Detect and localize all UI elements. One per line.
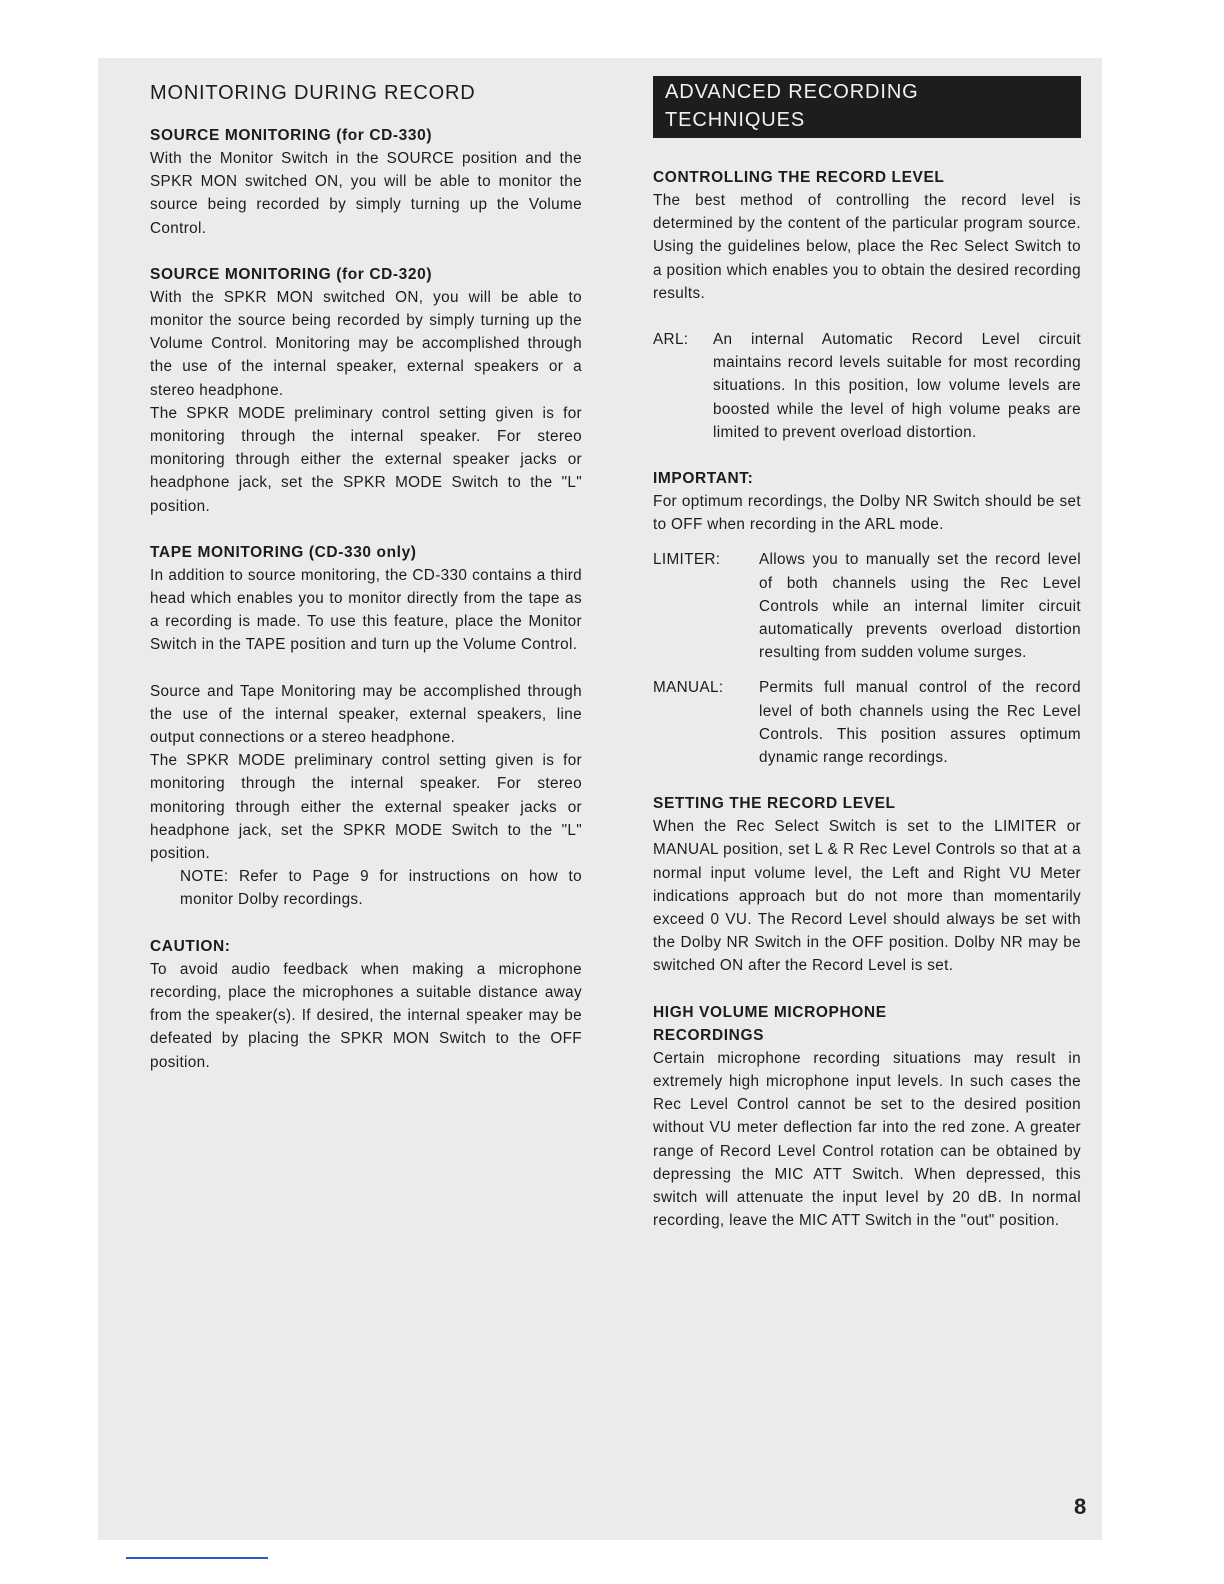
paragraph: The best method of controlling the record level is determined by the content of the particular program source. Using the guidelines below, place the Rec Select Switch to a position which enables you to obtain the desired recording results.: [653, 192, 1081, 302]
heading-caution: CAUTION:: [150, 937, 231, 955]
paragraph: The SPKR MODE preliminary control setting given is for monitoring through the internal speaker. For stereo monitoring through either the external speaker jacks or headphone jack, set the SPKR MODE Switch to the "L" position.: [150, 752, 582, 863]
paragraph: With the Monitor Switch in the SOURCE position and the SPKR MON switched ON, you will be able to monitor the source being recorded by simply turning up the Volume Control.: [150, 150, 582, 237]
heading-controlling-record-level: CONTROLLING THE RECORD LEVEL: [653, 169, 945, 186]
manual-page: [98, 58, 1102, 1540]
heading-source-monitoring-cd320: SOURCE MONITORING (for CD-320): [150, 265, 433, 283]
paragraph: When the Rec Select Switch is set to the LIMITER or MANUAL position, set L & R Rec Level Controls so that at a normal input volume level, the Left and Right VU Meter indications approach but do not more than momentarily exceed 0 VU. The Record Level should always be set with the Dolby NR Switch in the OFF position. Dolby NR may be switched ON after the Record Level is set.: [653, 818, 1081, 975]
page-number: 8: [1074, 1494, 1087, 1519]
heading-setting-record-level: SETTING THE RECORD LEVEL: [653, 795, 896, 813]
paragraph: To avoid audio feedback when making a microphone recording, place the microphones a suitable distance away from the speaker(s). If desired, the internal speaker may be defeated by placing the SPKR MON Switch to the OFF position.: [150, 960, 582, 1071]
banner-line: ADVANCED RECORDING: [665, 81, 919, 103]
definition-arl: [653, 328, 1081, 444]
section-title: MONITORING DURING RECORD: [150, 82, 476, 104]
banner-line: TECHNIQUES: [665, 109, 806, 131]
heading-source-monitoring-cd330: SOURCE MONITORING (for CD-330): [150, 127, 433, 144]
paragraph: Certain microphone recording situations may result in extremely high microphone input levels. In such cases the Rec Level Control cannot be set to the desired position without VU meter deflection far into the red zone. A greater range of Record Level Control rotation can be obtained by depressing the MIC ATT Switch. When depressed, this switch will attenuate the input level by 20 dB. In normal recording, leave the MIC ATT Switch in the "out" position.: [653, 1049, 1081, 1230]
left-column: [150, 80, 582, 1074]
definition-text: Permits full manual control of the record level of both channels using the Rec Level Controls. This position assures optimum dynamic range recordings.: [759, 679, 1081, 767]
section-banner: [653, 76, 1081, 138]
definition-text: An internal Automatic Record Level circuit maintains record levels suitable for most recording situations. In this position, low volume levels are boosted while the level of high volume peaks are limited to prevent overload distortion.: [713, 331, 1081, 441]
link-underline-mark: [126, 1557, 268, 1559]
heading-line: RECORDINGS: [653, 1026, 765, 1044]
definition-limiter: [653, 548, 1081, 664]
heading-important: IMPORTANT:: [653, 470, 754, 488]
note: NOTE: Refer to Page 9 for instructions on how to monitor Dolby recordings.: [180, 868, 582, 909]
heading-line: HIGH VOLUME MICROPHONE: [653, 1003, 887, 1021]
paragraph: With the SPKR MON switched ON, you will be able to monitor the source being recorded by simply turning up the Volume Control. Monitoring may be accomplished through the use of the internal speaker, external speakers or a stereo headphone.: [150, 288, 582, 399]
paragraph: For optimum recordings, the Dolby NR Switch should be set to OFF when recording in the ARL mode.: [653, 493, 1081, 534]
paragraph: In addition to source monitoring, the CD-330 contains a third head which enables you to monitor directly from the tape as a recording is made. To use this feature, place the Monitor Switch in the TAPE position and turn up the Volume Control.: [150, 566, 582, 654]
definition-term: ARL:: [653, 331, 689, 349]
paragraph: The SPKR MODE preliminary control setting given is for monitoring through the internal speaker. For stereo monitoring through either the external speaker jacks or headphone jack, set the SPKR MODE Switch to the "L" position.: [150, 404, 582, 515]
paragraph: Source and Tape Monitoring may be accomplished through the use of the internal speaker, external speakers, line output connections or a stereo headphone.: [150, 682, 582, 747]
definition-term: MANUAL:: [653, 679, 724, 697]
definition-text: Allows you to manually set the record level of both channels using the Rec Level Controls while an internal limiter circuit automatically prevents overload distortion resulting from sudden volume surges.: [759, 551, 1081, 662]
right-column: [653, 76, 1081, 1232]
heading-tape-monitoring: TAPE MONITORING (CD-330 only): [150, 543, 417, 561]
definition-term: LIMITER:: [653, 551, 721, 569]
definition-manual: [653, 676, 1081, 769]
heading-high-volume-microphone: [653, 1001, 1081, 1047]
